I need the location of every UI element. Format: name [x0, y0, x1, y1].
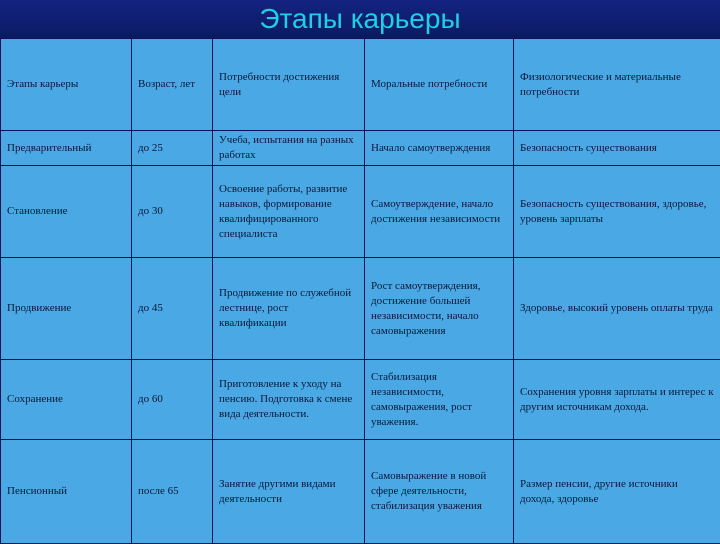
cell-stage: Сохранение: [1, 360, 132, 440]
cell-material-needs: Безопасность существования, здоровье, уровень зарплаты: [514, 166, 720, 258]
cell-goal-needs: Учеба, испытания на разных работах: [213, 131, 365, 166]
cell-goal-needs: Продвижение по служебной лестнице, рост квалификации: [213, 258, 365, 360]
cell-stage: Предварительный: [1, 131, 132, 166]
cell-age: до 45: [132, 258, 213, 360]
cell-moral-needs: Рост самоутверждения, достижение большей независимости, начало самовыражения: [365, 258, 514, 360]
career-stages-table: [0, 38, 720, 544]
header-goal-needs: Потребности достижения цели: [213, 39, 365, 131]
cell-moral-needs: Самовыражение в новой сфере деятельности, стабилизация уважения: [365, 440, 514, 544]
cell-age: до 30: [132, 166, 213, 258]
table-row: [1, 360, 720, 440]
table-header-row: [1, 39, 720, 131]
cell-material-needs: Безопасность существования: [514, 131, 720, 166]
header-age: Возраст, лет: [132, 39, 213, 131]
slide-title: Этапы карьеры: [0, 0, 720, 38]
cell-age: до 60: [132, 360, 213, 440]
table-row: [1, 131, 720, 166]
header-stage: Этапы карьеры: [1, 39, 132, 131]
cell-stage: Пенсионный: [1, 440, 132, 544]
cell-age: до 25: [132, 131, 213, 166]
cell-goal-needs: Занятие другими видами деятельности: [213, 440, 365, 544]
cell-goal-needs: Освоение работы, развитие навыков, формирование квалифицированного специалиста: [213, 166, 365, 258]
cell-age: после 65: [132, 440, 213, 544]
header-material-needs: Физиологические и материальные потребности: [514, 39, 720, 131]
cell-material-needs: Размер пенсии, другие источники дохода, здоровье: [514, 440, 720, 544]
table-row: [1, 166, 720, 258]
cell-goal-needs: Приготовление к уходу на пенсию. Подготовка к смене вида деятельности.: [213, 360, 365, 440]
cell-material-needs: Здоровье, высокий уровень оплаты труда: [514, 258, 720, 360]
table-row: [1, 440, 720, 544]
cell-stage: Продвижение: [1, 258, 132, 360]
header-moral-needs: Моральные потребности: [365, 39, 514, 131]
cell-moral-needs: Самоутверждение, начало достижения независимости: [365, 166, 514, 258]
cell-material-needs: Сохранения уровня зарплаты и интерес к другим источникам дохода.: [514, 360, 720, 440]
cell-moral-needs: Начало самоутверждения: [365, 131, 514, 166]
table-row: [1, 258, 720, 360]
cell-stage: Становление: [1, 166, 132, 258]
cell-moral-needs: Стабилизация независимости, самовыражения, рост уважения.: [365, 360, 514, 440]
